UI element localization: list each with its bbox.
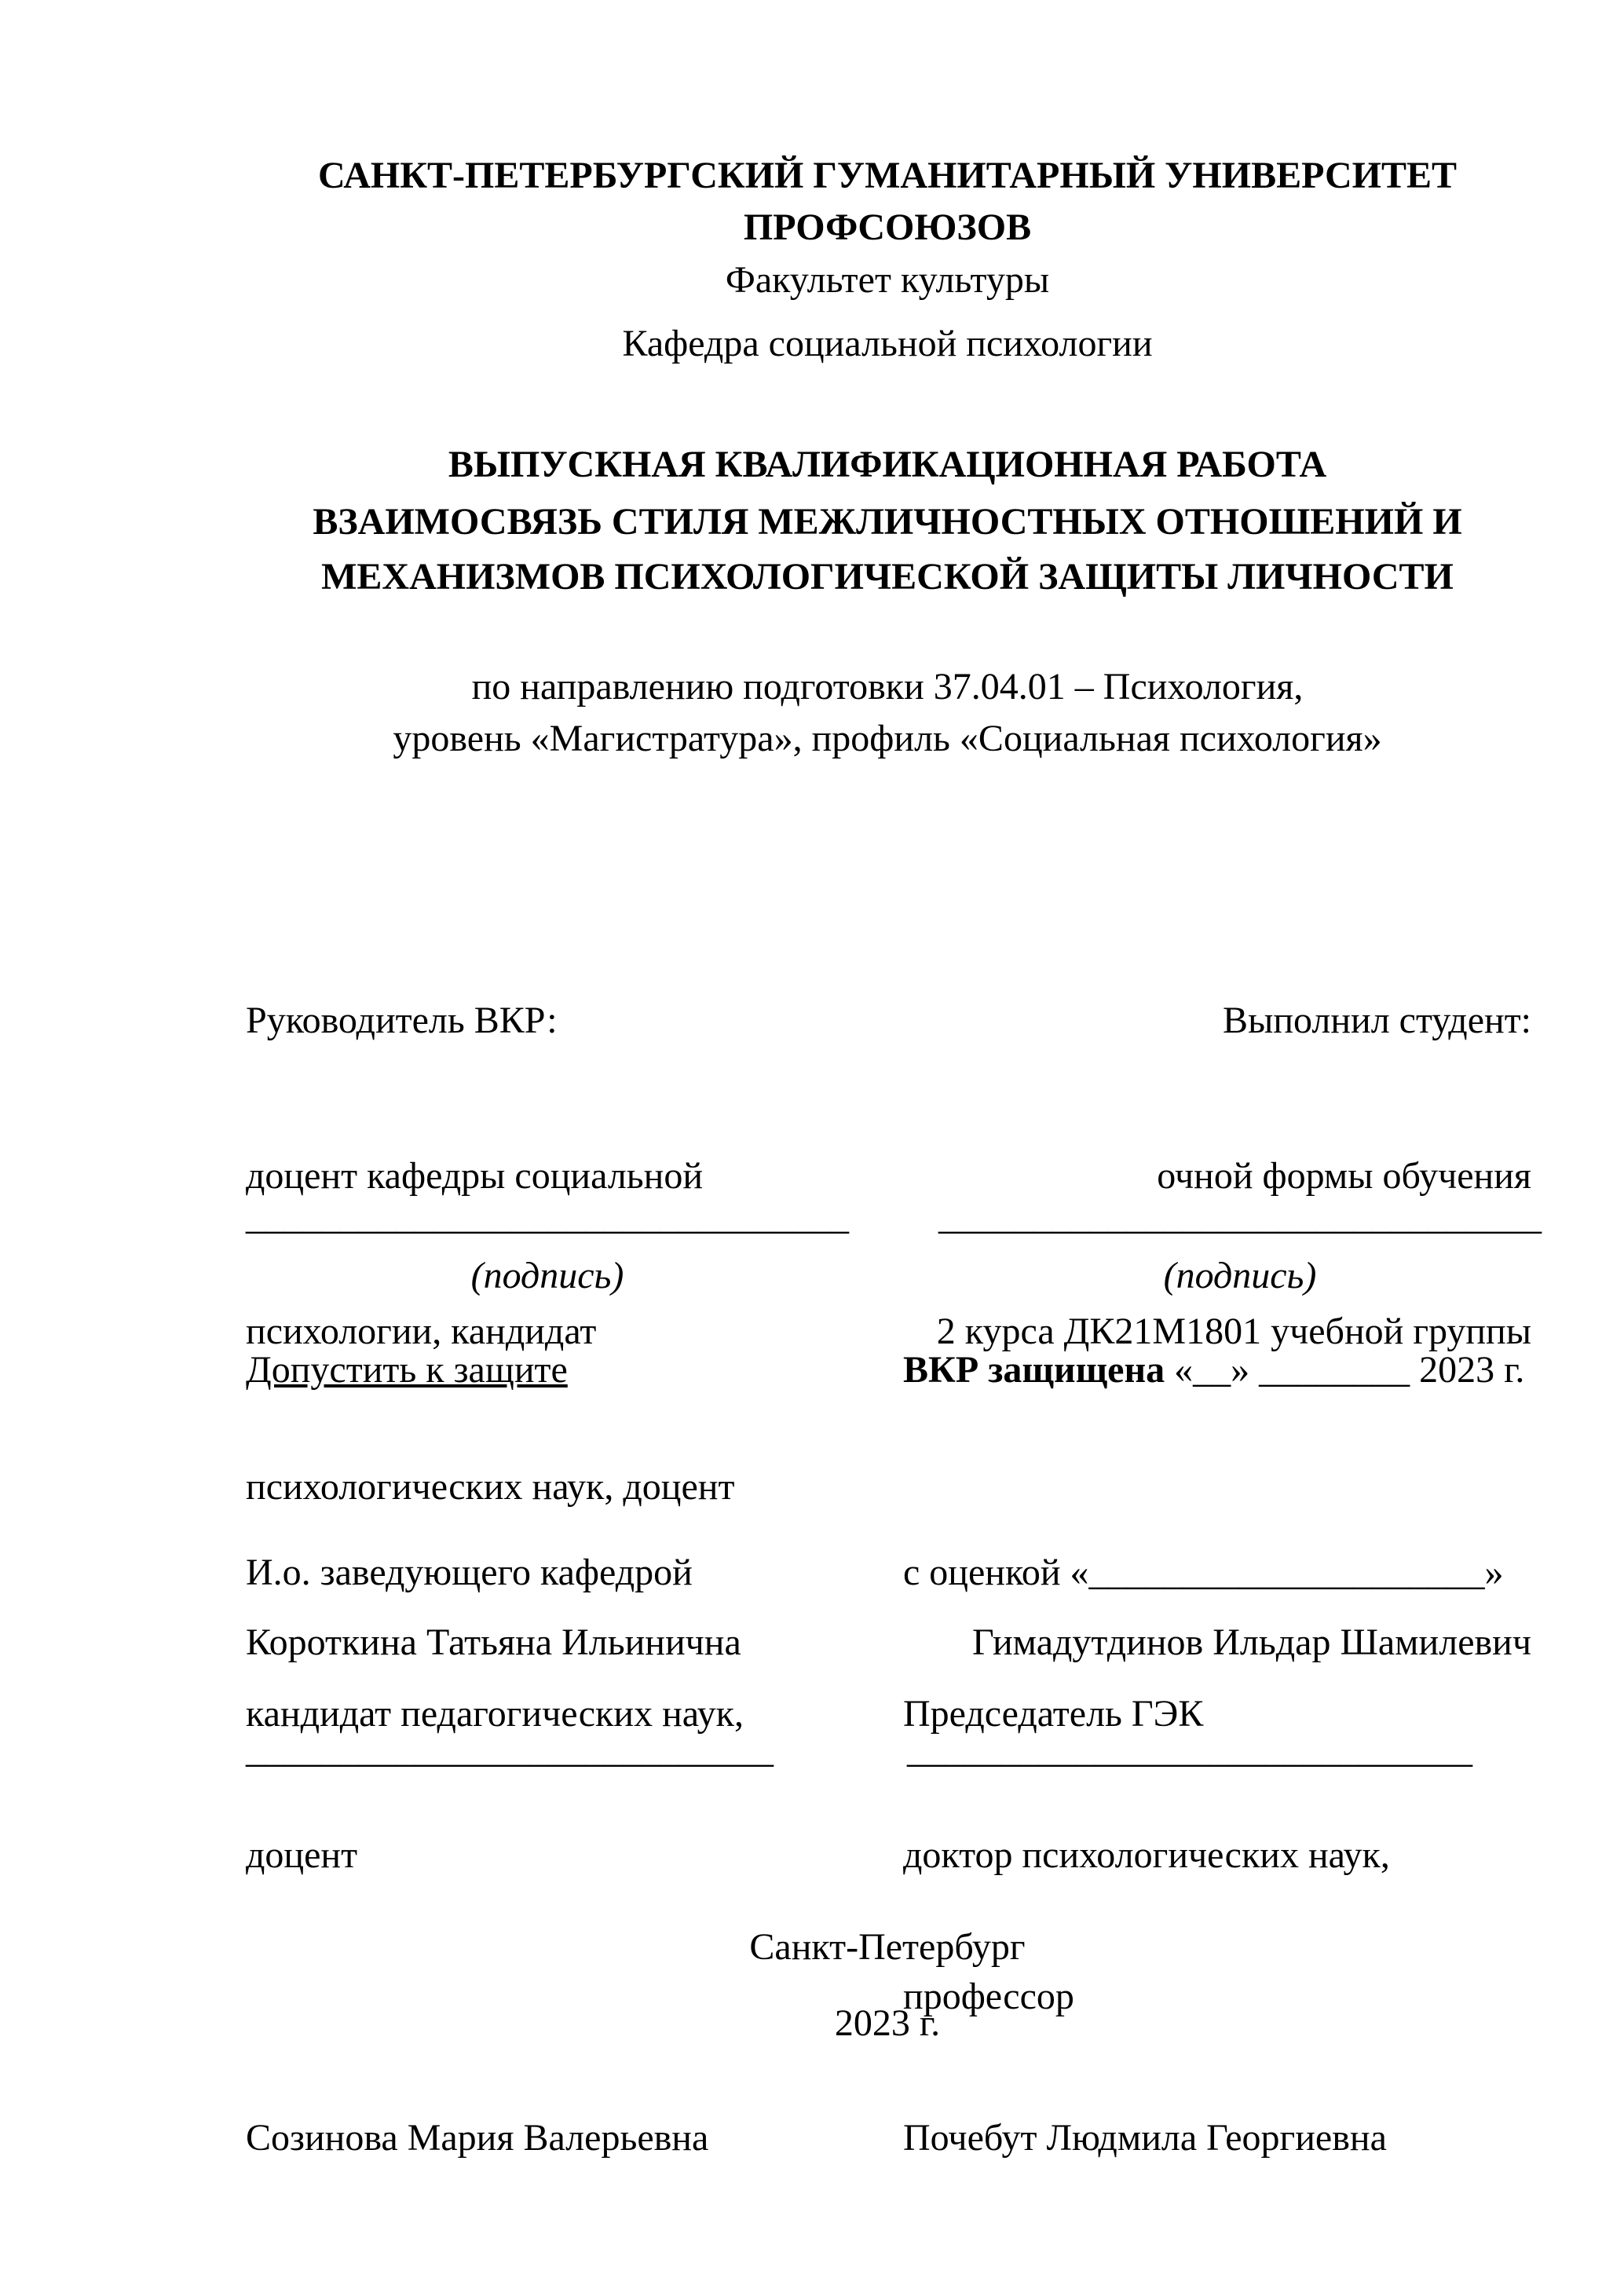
university-name-line2: ПРОФСОЮЗОВ: [743, 207, 1032, 248]
thesis-title-line1: ВЗАИМОСВЯЗЬ СТИЛЯ МЕЖЛИЧНОСТНЫХ ОТНОШЕНИЙ И: [313, 501, 1462, 543]
program-line1: по направлению подготовки 37.04.01 – Психология,: [471, 666, 1304, 707]
supervisor-name: Короткина Татьяна Ильинична: [246, 1621, 741, 1663]
city-line: Санкт-Петербург: [749, 1926, 1026, 1968]
student-study-form-line: очной формы обучения: [1157, 1155, 1531, 1197]
acting-head-signature-line: ____________________________: [246, 1729, 774, 1771]
committee-chair-block: [903, 1455, 1555, 2256]
defense-date-bold: ВКР защищена: [903, 1349, 1165, 1391]
thesis-title-line2: МЕХАНИЗМОВ ПСИХОЛОГИЧЕСКОЙ ЗАЩИТЫ ЛИЧНОСТИ: [321, 556, 1454, 598]
acting-head-block: [246, 1455, 898, 2256]
acting-head-line1: И.о. заведующего кафедрой: [246, 1552, 693, 1593]
supervisor-degree-line1: доцент кафедры социальной: [246, 1155, 704, 1197]
chair-degree-line: доктор психологических наук,: [903, 1834, 1390, 1876]
faculty-line: Факультет культуры: [725, 259, 1050, 301]
supervisor-signature-caption: (подпись): [470, 1255, 624, 1296]
acting-head-name: Созинова Мария Валерьевна: [246, 2117, 709, 2159]
year-line: 2023 г.: [834, 2002, 941, 2044]
supervisor-signature-line: ________________________________: [246, 1196, 849, 1238]
acting-head-line2: кандидат педагогических наук,: [246, 1693, 744, 1735]
department-line: Кафедра социальной психологии: [622, 323, 1153, 364]
program-line2: уровень «Магистратура», профиль «Социальная психология»: [393, 718, 1382, 759]
university-name-line1: САНКТ-ПЕТЕРБУРГСКИЙ ГУМАНИТАРНЫЙ УНИВЕРСИТЕТ: [317, 155, 1458, 196]
chair-signature-line: ______________________________: [907, 1729, 1472, 1771]
supervisor-degree-line2: психологии, кандидат: [246, 1311, 597, 1352]
chair-title-line: профессор: [903, 1976, 1074, 2017]
grade-line: с оценкой «_____________________»: [903, 1552, 1504, 1593]
supervisor-degree-line3: психологических наук, доцент: [246, 1466, 735, 1508]
chair-name: Почебут Людмила Георгиевна: [903, 2117, 1387, 2159]
student-heading: Выполнил студент:: [1223, 1000, 1531, 1041]
student-name: Гимадутдинов Ильдар Шамилевич: [972, 1621, 1531, 1663]
defense-date-rest: «__» ________ 2023 г.: [1165, 1349, 1525, 1391]
committee-chair-heading: Председатель ГЭК: [903, 1693, 1204, 1735]
student-signature-caption: (подпись): [1163, 1255, 1317, 1296]
supervisor-heading: Руководитель ВКР:: [246, 1000, 558, 1041]
student-group-line: 2 курса ДК21М1801 учебной группы: [936, 1311, 1531, 1352]
student-signature-line: ________________________________: [938, 1196, 1542, 1238]
acting-head-line3: доцент: [246, 1834, 358, 1876]
admit-to-defense-label: Допустить к защите: [246, 1349, 568, 1391]
defense-date-line: [903, 1344, 1524, 1397]
work-type-heading: ВЫПУСКНАЯ КВАЛИФИКАЦИОННАЯ РАБОТА: [448, 444, 1327, 485]
